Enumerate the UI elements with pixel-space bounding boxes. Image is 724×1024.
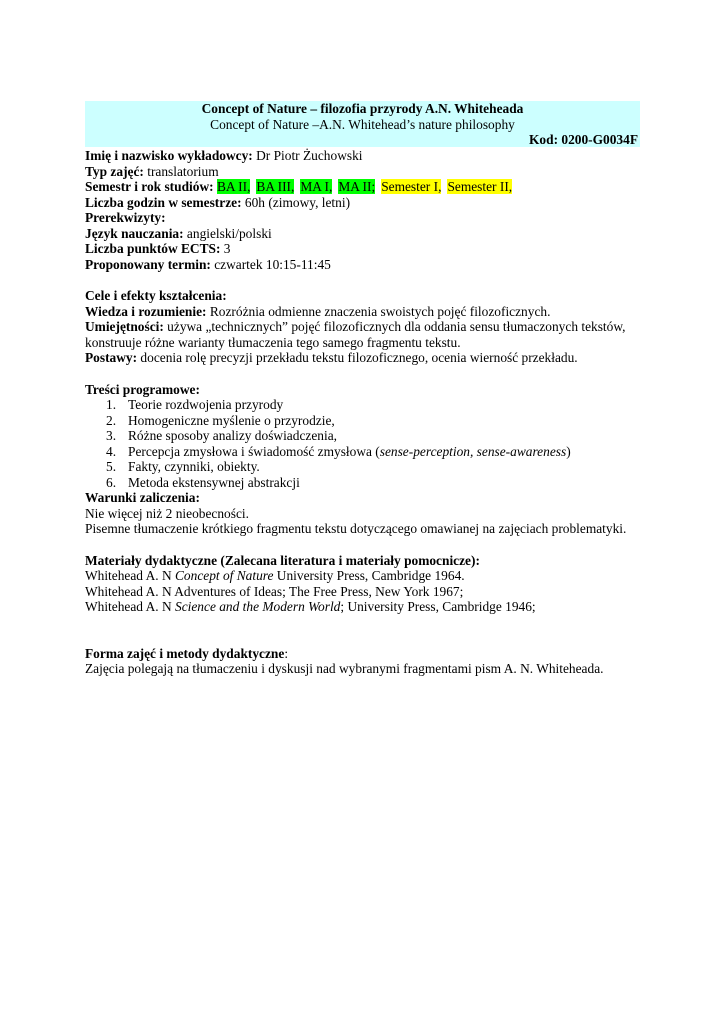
semester-tag: BA II, xyxy=(216,179,251,194)
course-content xyxy=(85,148,645,677)
list-item: 2. Homogeniczne myślenie o przyrodzie, xyxy=(106,412,335,428)
knowledge-label: Wiedza i rozumienie: xyxy=(85,303,207,319)
type-label: Typ zajęć: xyxy=(85,163,144,179)
semester-tag: BA III, xyxy=(256,179,295,194)
form-heading: Forma zajęć i metody dydaktyczne: xyxy=(85,645,289,661)
conditions-heading: Warunki zaliczenia: xyxy=(85,490,200,505)
semester-tag: Semester II, xyxy=(447,179,513,194)
reference-item: Whitehead A. N Adventures of Ideas; The Free Press, New York 1967; xyxy=(85,583,464,599)
course-title-pl: Concept of Nature – filozofia przyrody A.N. Whiteheada xyxy=(201,101,524,116)
term-label: Proponowany termin: xyxy=(85,256,211,272)
skills-line-2: konstruuje różne warianty tłumaczenia tego samego fragmentu tekstu. xyxy=(85,334,461,350)
list-item: 4. Percepcja zmysłowa i świadomość zmysłowa (sense-perception, sense-awareness) xyxy=(106,443,571,459)
semester-tag: Semester I, xyxy=(381,179,442,194)
type-value: translatorium xyxy=(143,163,219,179)
list-item: 3. Różne sposoby analizy doświadczenia, xyxy=(106,428,337,443)
knowledge-line xyxy=(85,304,645,320)
conditions-line: Pisemne tłumaczenie krótkiego fragmentu tekstu dotyczącego omawianej na zajęciach problematyki. xyxy=(85,521,627,536)
language-label: Język nauczania: xyxy=(85,225,184,241)
semester-tag: MA I, xyxy=(300,179,333,194)
term-line xyxy=(85,257,645,273)
semester-label: Semestr i rok studiów: xyxy=(85,179,214,194)
hours-line xyxy=(85,195,645,211)
lecturer-label: Imię i nazwisko wykładowcy: xyxy=(85,148,253,163)
skills-label: Umiejętności: xyxy=(85,319,164,334)
type-line xyxy=(85,164,645,180)
ects-line xyxy=(85,241,645,257)
hours-value: 60h (zimowy, letni) xyxy=(241,194,351,210)
course-header xyxy=(85,101,640,147)
reference-item: Whitehead A. N Science and the Modern World; University Press, Cambridge 1946; xyxy=(85,599,536,614)
program-list xyxy=(85,397,645,490)
lecturer-line xyxy=(85,148,645,164)
knowledge-value: Rozróżnia odmienne znaczenia swoistych pojęć filozoficznych. xyxy=(206,303,551,319)
prereq-line xyxy=(85,210,645,226)
course-code: Kod: 0200-G0034F xyxy=(529,132,638,147)
lecturer-value: Dr Piotr Żuchowski xyxy=(252,148,363,163)
ects-value: 3 xyxy=(220,241,231,256)
attitudes-line xyxy=(85,350,645,366)
language-line xyxy=(85,226,645,242)
goals-heading: Cele i efekty kształcenia: xyxy=(85,288,227,303)
list-item: 1. Teorie rozdwojenia przyrody xyxy=(106,397,284,412)
hours-label: Liczba godzin w semestrze: xyxy=(85,194,242,210)
attitudes-label: Postawy: xyxy=(85,350,138,365)
skills-line xyxy=(85,319,645,335)
semester-line xyxy=(85,179,645,195)
form-text: Zajęcia polegają na tłumaczeniu i dyskusji nad wybranymi fragmentami pism A. N. Whiteheada. xyxy=(85,661,604,676)
list-item: 6. Metoda ekstensywnej abstrakcji xyxy=(106,474,300,490)
attitudes-value: docenia rolę precyzji przekładu tekstu filozoficznego, ocenia wierność przekładu. xyxy=(137,350,578,365)
semester-tag: MA II; xyxy=(338,179,376,194)
reference-item: Whitehead A. N Concept of Nature University Press, Cambridge 1964. xyxy=(85,568,465,583)
program-heading: Treści programowe: xyxy=(85,381,200,397)
course-title-en: Concept of Nature –A.N. Whitehead’s nature philosophy xyxy=(210,116,515,132)
list-item: 5. Fakty, czynniki, obiekty. xyxy=(106,459,260,474)
materials-heading: Materiały dydaktyczne (Zalecana literatura i materiały pomocnicze): xyxy=(85,552,480,568)
conditions-line: Nie więcej niż 2 nieobecności. xyxy=(85,505,249,521)
language-value: angielski/polski xyxy=(183,225,272,241)
ects-label: Liczba punktów ECTS: xyxy=(85,241,221,256)
skills-value: używa „technicznych” pojęć filozoficznych dla oddania sensu tłumaczonych tekstów, xyxy=(163,319,626,334)
term-value: czwartek 10:15-11:45 xyxy=(210,256,331,272)
prereq-label: Prerekwizyty: xyxy=(85,210,166,225)
